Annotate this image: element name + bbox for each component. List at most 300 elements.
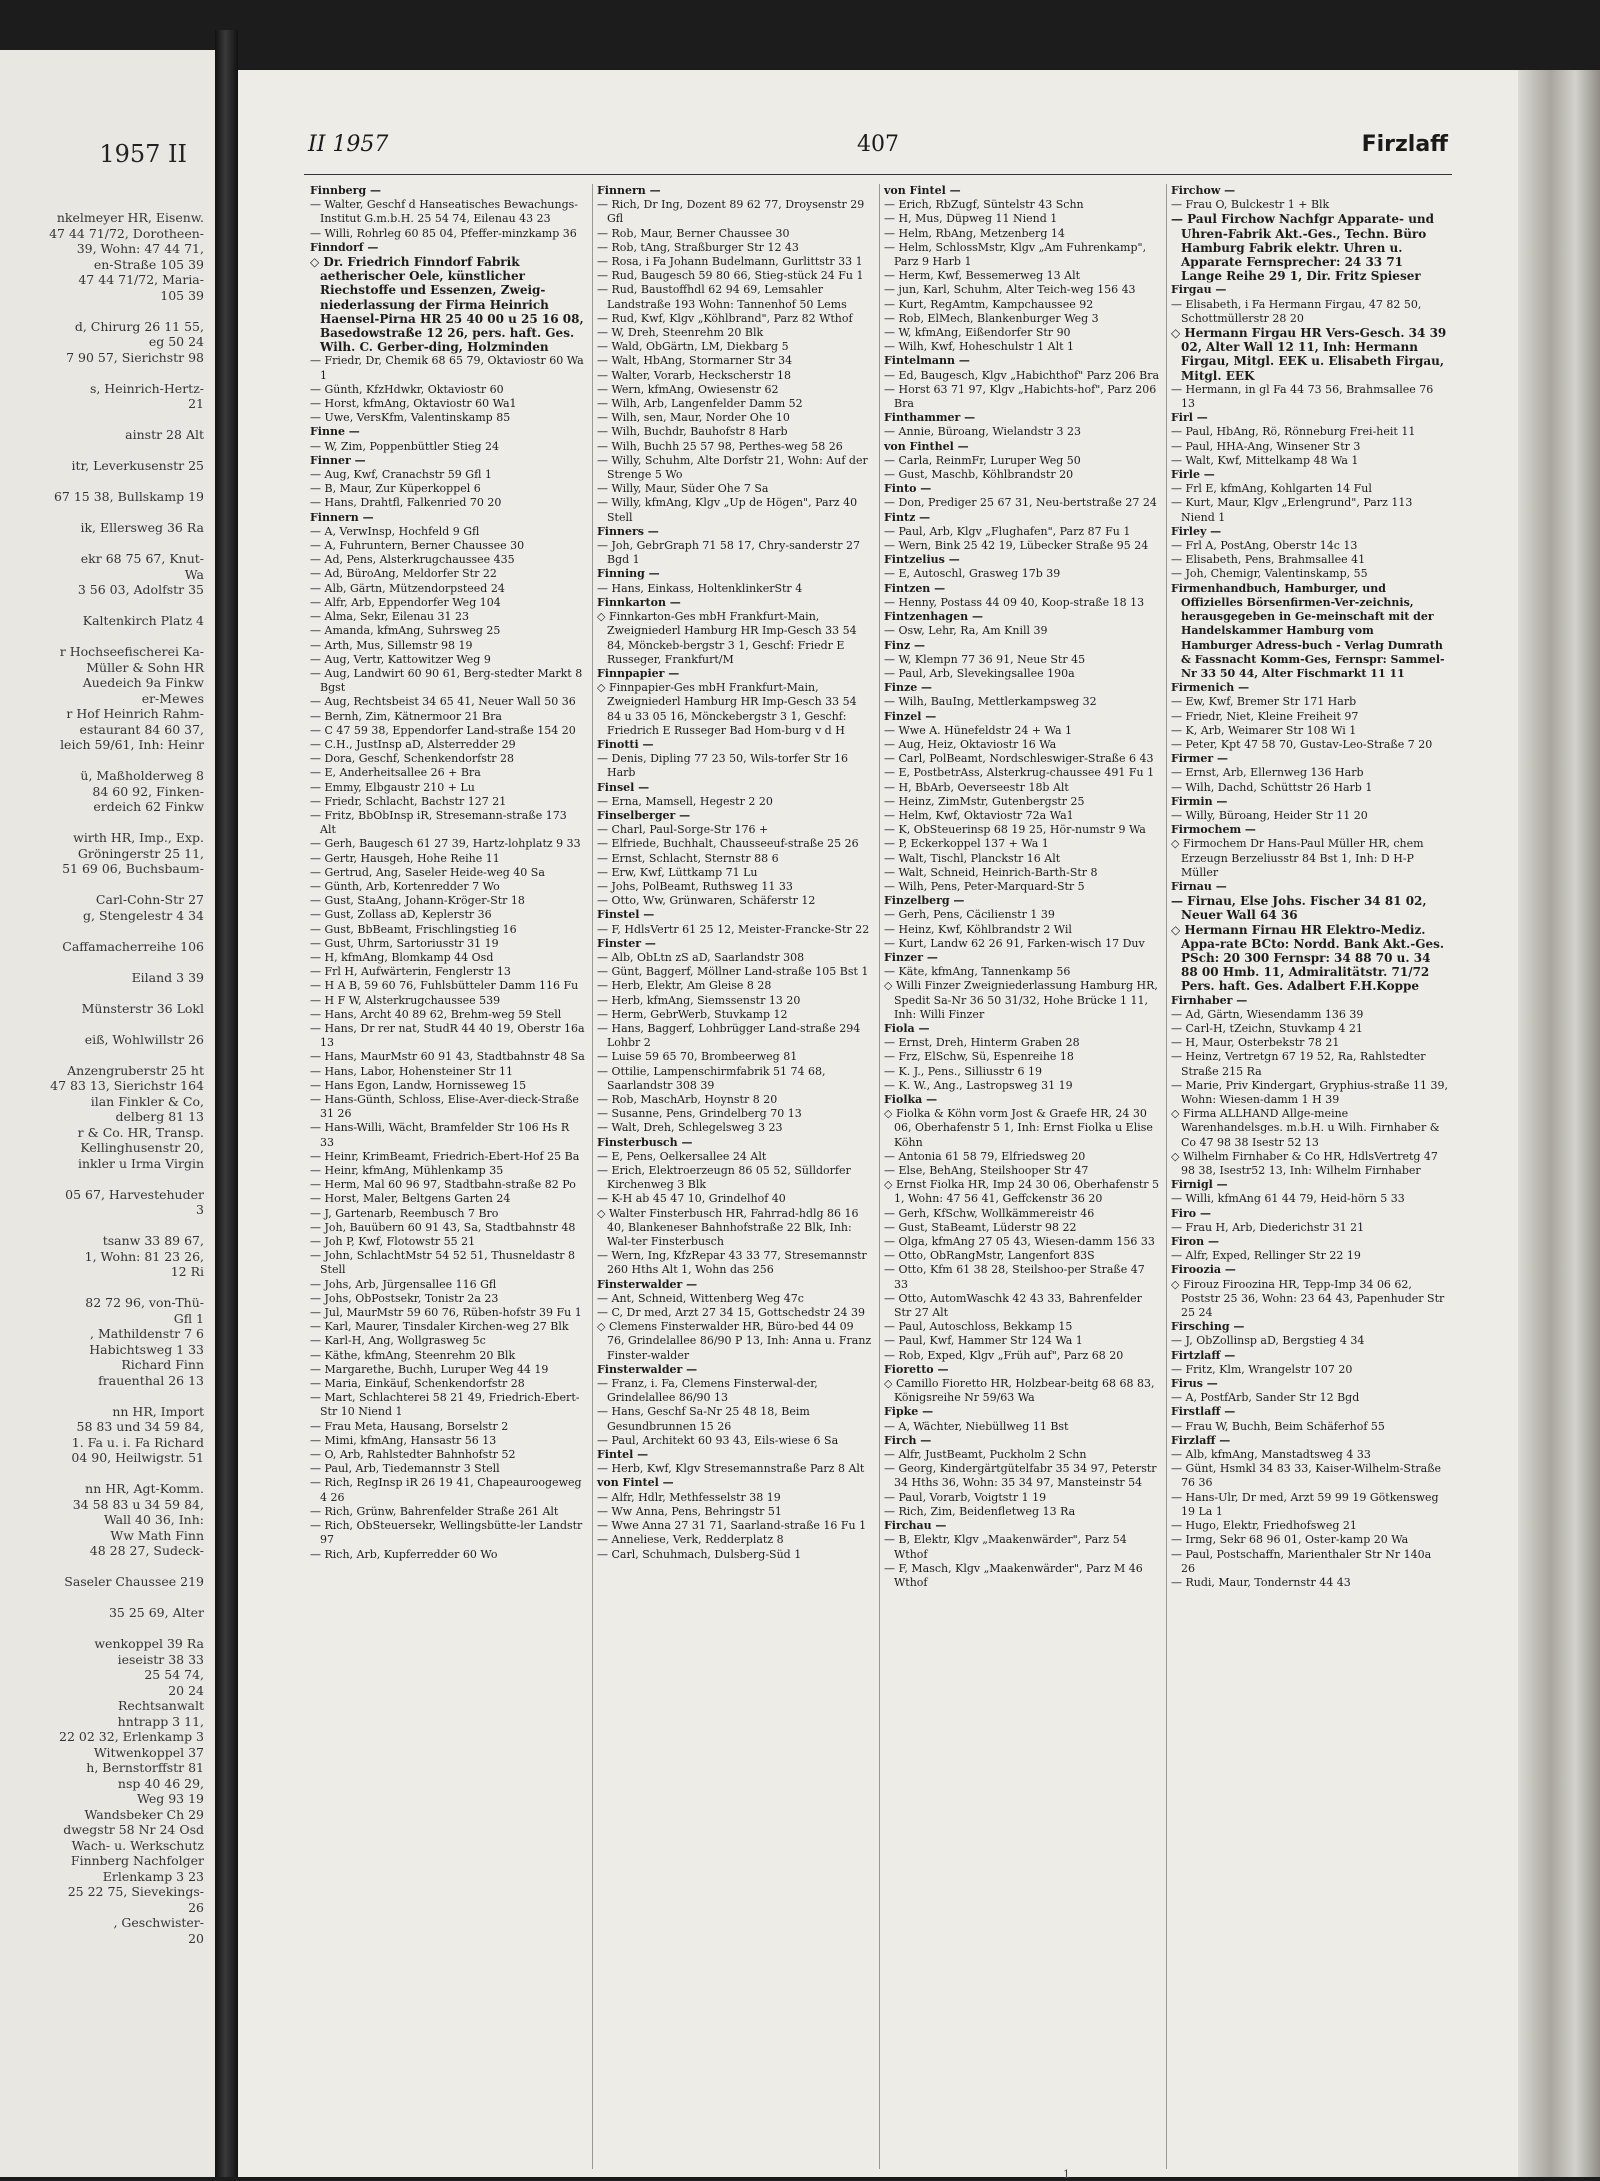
left-page-line: 7 90 57, Sierichstr 98 — [66, 349, 204, 365]
directory-entry: — Else, BehAng, Steilshooper Str 47 — [884, 1164, 1089, 1178]
directory-entry: — Rob, ElMech, Blankenburger Weg 3 — [884, 311, 1099, 325]
directory-entry: — Johs, ObPostsekr, Tonistr 2a 23 — [310, 1291, 499, 1305]
left-page-line: ik, Ellersweg 36 Ra — [80, 520, 204, 535]
directory-entry: — Amanda, kfmAng, Suhrsweg 25 — [310, 624, 501, 638]
left-page-line: Witwenkoppel 37 — [93, 1744, 204, 1760]
directory-entry: — Rob, Exped, Klgv „Früh auf", Parz 68 20 — [884, 1348, 1124, 1362]
directory-entry: — Walter, Vorarb, Heckscherstr 18 — [597, 368, 791, 382]
directory-entry: ◇ Hermann Firgau HR Vers-Gesch. 34 39 02, Alter Wall 12 11, Inh: Hermann Firgau, Mitgl. EEK u. Elisabeth Firgau, Mitgl. EEK — [1171, 326, 1447, 383]
directory-entry: — Charl, Paul-Sorge-Str 176 + — [597, 823, 769, 837]
directory-entry: — C 47 59 38, Eppendorfer Land-straße 154 20 — [310, 723, 576, 737]
left-page-line: 58 83 und 34 59 84, — [76, 1419, 204, 1434]
left-page-line — [0, 1218, 210, 1234]
directory-entry: — O, Arb, Rahlstedter Bahnhofstr 52 — [310, 1448, 516, 1462]
left-page-line: 04 90, Heilwigstr. 51 — [71, 1450, 204, 1465]
directory-entry: — Hans Egon, Landw, Hornisseweg 15 — [310, 1078, 527, 1092]
left-page-line: ilan Finkler & Co, — [90, 1093, 204, 1109]
directory-entry: — E, Anderheitsallee 26 + Bra — [310, 766, 481, 780]
surname-heading: Finselberger — — [597, 808, 691, 822]
directory-entry: — Alfr, Exped, Rellinger Str 22 19 — [1171, 1249, 1361, 1263]
left-page-line: s, Heinrich-Hertz- — [89, 380, 204, 396]
directory-entry: — Walt, Dreh, Schlegelsweg 3 23 — [597, 1121, 783, 1135]
directory-entry: ◇ Camillo Fioretto HR, Holzbear-beitg 68 68 83, Königsreihe Nr 59/63 Wa — [884, 1377, 1155, 1405]
directory-entry: — Günt, Baggerf, Möllner Land-straße 105 Bst 1 — [597, 965, 869, 979]
directory-entry: — Willy, Schuhm, Alte Dorfstr 21, Wohn: Auf der Strenge 5 Wo — [597, 453, 868, 482]
directory-entry: — Rich, Grünw, Bahrenfelder Straße 261 Alt — [310, 1504, 559, 1518]
directory-entry: — Frl H, Aufwärterin, Fenglerstr 13 — [310, 965, 511, 979]
directory-entry: — Hans, Dr rer nat, StudR 44 40 19, Oberstr 16a 13 — [310, 1021, 585, 1050]
directory-entry: — Walter, Geschf d Hanseatisches Bewachungs-Institut G.m.b.H. 25 54 74, Eilenau 43 23 — [310, 198, 579, 226]
directory-entry: — Gust, Uhrm, Sartoriusstr 31 19 — [310, 936, 499, 950]
directory-entry: — W, Zim, Poppenbüttler Stieg 24 — [310, 439, 499, 453]
left-page-line — [0, 954, 210, 970]
directory-entry: — Frl E, kfmAng, Kohlgarten 14 Ful — [1171, 482, 1372, 496]
directory-entry: — Jul, MaurMstr 59 60 76, Rüben-hofstr 39 Fu 1 — [310, 1306, 582, 1320]
directory-entry: — Erich, RbZugf, Süntelstr 43 Schn — [884, 198, 1084, 212]
left-page-line: r & Co. HR, Transp. — [77, 1124, 204, 1140]
directory-entry: — Alma, Sekr, Eilenau 31 23 — [310, 610, 469, 624]
surname-heading: von Finthel — — [884, 439, 969, 453]
directory-entry: — Käte, kfmAng, Tannenkamp 56 — [884, 965, 1071, 979]
directory-entry: — Friedr, Schlacht, Bachstr 127 21 — [310, 794, 507, 808]
left-page-line: Münsterstr 36 Lokl — [81, 1000, 204, 1016]
surname-heading: Firgau — — [1171, 283, 1227, 297]
directory-entry: — Paul, Arb, Tiedemannstr 3 Stell — [310, 1462, 500, 1476]
surname-heading: Finsterbusch — — [597, 1135, 693, 1149]
surname-heading: Fintzenhagen — — [884, 610, 983, 624]
directory-entry: — Gertr, Hausgeh, Hohe Reihe 11 — [310, 851, 500, 865]
directory-entry: — Herm, GebrWerb, Stuvkamp 12 — [597, 1007, 788, 1021]
left-page-line — [0, 1466, 210, 1482]
directory-entry: — C, Dr med, Arzt 27 34 15, Gottschedstr 24 39 — [597, 1306, 865, 1320]
surname-heading: Finnern — — [310, 510, 374, 524]
directory-entry: — Wilh, Buchdr, Bauhofstr 8 Harb — [597, 425, 788, 439]
directory-entry: — Frz, ElSchw, Sü, Espenreihe 18 — [884, 1050, 1074, 1064]
surname-heading: Firchow — — [1171, 184, 1236, 197]
directory-entry: — Antonia 61 58 79, Elfriedsweg 20 — [884, 1149, 1086, 1163]
surname-heading: Finsel — — [597, 780, 650, 794]
directory-entry: ◇ Firmochem Dr Hans-Paul Müller HR, chem Erzeugn Berzeliusstr 84 Bst 1, Inh: D H-P Müller — [1171, 837, 1424, 879]
directory-entry: — Erw, Kwf, Lüttkamp 71 Lu — [597, 865, 758, 879]
surname-heading: Finnpapier — — [597, 666, 680, 680]
left-page-line: Caffamacherreihe 106 — [62, 938, 204, 954]
directory-entry: — jun, Karl, Schuhm, Alter Teich-weg 156 43 — [884, 283, 1136, 297]
left-page-line: 84 60 92, Finken- — [92, 783, 204, 799]
left-page-line: ainstr 28 Alt — [125, 427, 204, 442]
directory-column — [1167, 184, 1454, 2169]
directory-entry: — Ed, Baugesch, Klgv „Habichthof" Parz 206 Bra — [884, 368, 1160, 382]
directory-entry: ◇ Firma ALLHAND Allge-meine Warenhandelsges. m.b.H. u Wilh. Firnhaber & Co 47 98 38 Isestr 52 13 — [1171, 1107, 1440, 1149]
directory-entry: — Alfr, JustBeamt, Puckholm 2 Schn — [884, 1448, 1087, 1462]
directory-entry: — Elisabeth, Pens, Brahmsallee 41 — [1171, 553, 1366, 567]
left-page-line — [0, 1047, 210, 1063]
directory-entry: — Wilh, Arb, Langenfelder Damm 52 — [597, 397, 803, 411]
directory-entry: — Frau H, Arb, Diederichstr 31 21 — [1171, 1220, 1365, 1234]
left-page-line: h, Bernstorffstr 81 — [86, 1760, 204, 1775]
directory-entry: — Georg, Kindergärtgütelfabr 35 34 97, Peterstr 34 Hths 36, Wohn: 35 34 97, Mansteinstr 54 — [884, 1462, 1157, 1490]
header-rule — [304, 174, 1452, 175]
left-page-line: , Mathildenstr 7 6 — [90, 1326, 204, 1341]
directory-entry: — Carl-H, tZeichn, Stuvkamp 4 21 — [1171, 1021, 1363, 1035]
directory-entry: — Wilh, BauIng, Mettlerkampsweg 32 — [884, 695, 1097, 709]
surname-heading: Finsterwalder — — [597, 1362, 698, 1376]
left-page-line: 21 — [188, 396, 204, 411]
left-page-line: Gröningerstr 25 11, — [77, 845, 204, 861]
left-page-line: Kaltenkirch Platz 4 — [82, 613, 204, 628]
directory-entry: — Ernst, Dreh, Hinterm Graben 28 — [884, 1036, 1080, 1050]
directory-entry: — Ww Anna, Pens, Behringstr 51 — [597, 1504, 782, 1518]
directory-entry: — Carl, Schuhmach, Dulsberg-Süd 1 — [597, 1547, 802, 1561]
left-page-line: Habichtsweg 1 33 — [89, 1341, 204, 1357]
left-page-line: Rechtsanwalt — [118, 1698, 204, 1713]
directory-entry: — Willy, Maur, Süder Ohe 7 Sa — [597, 482, 769, 496]
directory-entry: — Paul, Autoschloss, Bekkamp 15 — [884, 1320, 1073, 1334]
surname-heading: Fipke — — [884, 1405, 934, 1419]
left-page-line: frauenthal 26 13 — [98, 1372, 204, 1388]
directory-entry: — Rich, Arb, Kupferredder 60 Wo — [310, 1547, 498, 1561]
directory-entry: — A, PostfArb, Sander Str 12 Bgd — [1171, 1391, 1360, 1405]
directory-entry: — Fritz, BbObInsp iR, Stresemann-straße 173 Alt — [310, 808, 567, 837]
left-page-line: wenkoppel 39 Ra — [94, 1636, 204, 1651]
directory-entry: — Rud, Kwf, Klgv „Köhlbrand", Parz 82 Wthof — [597, 311, 853, 325]
directory-entry: — Joh P, Kwf, Flotowstr 55 21 — [310, 1235, 476, 1249]
left-page-line — [0, 365, 210, 381]
directory-entry: — Paul, Kwf, Hammer Str 124 Wa 1 — [884, 1334, 1083, 1348]
directory-entry: — Alb, ObLtn zS aD, Saarlandstr 308 — [597, 950, 805, 964]
left-page-line — [0, 536, 210, 552]
surname-heading: Firnau — — [1171, 879, 1227, 893]
directory-entry: — Frau W, Buchh, Beim Schäferhof 55 — [1171, 1419, 1385, 1433]
left-page-line — [0, 1621, 210, 1637]
directory-entry: — F, HdlsVertr 61 25 12, Meister-Francke-Str 22 — [597, 922, 870, 936]
directory-entry: — Dora, Geschf, Schenkendorfstr 28 — [310, 752, 515, 766]
directory-entry: — Heinz, Kwf, Köhlbrandstr 2 Wil — [884, 922, 1072, 936]
directory-entry: — Paul, Postschaffn, Marienthaler Str Nr 140a 26 — [1171, 1547, 1432, 1575]
directory-entry: — J, Gartenarb, Reembusch 7 Bro — [310, 1206, 499, 1220]
directory-entry: — Don, Prediger 25 67 31, Neu-bertstraße 27 24 — [884, 496, 1157, 510]
directory-entry: — Rob, tAng, Straßburger Str 12 43 — [597, 240, 799, 254]
surname-heading: Firus — — [1171, 1377, 1218, 1391]
surname-heading: Firstlaff — — [1171, 1405, 1236, 1419]
left-page-line — [0, 303, 210, 319]
directory-entry: — Kurt, Landw 62 26 91, Farken-wisch 17 Duv — [884, 936, 1145, 950]
surname-heading: Fioretto — — [884, 1362, 949, 1376]
directory-entry: — Erich, Elektroerzeugn 86 05 52, Sülldorfer Kirchenweg 3 Blk — [597, 1164, 851, 1192]
directory-entry: — E, Autoschl, Grasweg 17b 39 — [884, 567, 1061, 581]
directory-entry: — Gust, Maschb, Köhlbrandstr 20 — [884, 468, 1074, 482]
directory-entry: — Uwe, VersKfm, Valentinskamp 85 — [310, 411, 511, 425]
left-page-line: Kellinghusenstr 20, — [80, 1140, 204, 1155]
left-page-line: 105 39 — [160, 287, 204, 303]
left-page-line: g, Stengelestr 4 34 — [83, 907, 204, 923]
surname-heading: Firle — — [1171, 468, 1215, 482]
directory-entry: — Paul, Architekt 60 93 43, Eils-wiese 6 Sa — [597, 1433, 839, 1447]
left-page-line: eiß, Wohlwillstr 26 — [84, 1031, 204, 1047]
surname-heading: Finzer — — [884, 950, 938, 964]
directory-entry: — Helm, RbAng, Metzenberg 14 — [884, 226, 1065, 240]
left-page-line: nn HR, Import — [112, 1403, 204, 1419]
directory-entry: — Heinz, Vertretgn 67 19 52, Ra, Rahlstedter Straße 215 Ra — [1171, 1050, 1426, 1078]
left-page-line: Auedeich 9a Finkw — [82, 675, 204, 690]
left-page-line: Wach- u. Werkschutz — [71, 1837, 204, 1853]
directory-entry: — Hans, MaurMstr 60 91 43, Stadtbahnstr 48 Sa — [310, 1050, 585, 1064]
surname-heading: Firchau — — [884, 1519, 947, 1533]
left-page-line: 47 44 71/72, Maria- — [78, 272, 204, 287]
directory-entry: — Bernh, Zim, Kätnermoor 21 Bra — [310, 709, 502, 723]
directory-entry: — Olga, kfmAng 27 05 43, Wiesen-damm 156 33 — [884, 1235, 1155, 1249]
directory-entry: — Helm, SchlossMstr, Klgv „Am Fuhrenkamp", Parz 9 Harb 1 — [884, 240, 1147, 269]
directory-entry: — Karl, Maurer, Tinsdaler Kirchen-weg 27 Blk — [310, 1320, 569, 1334]
surname-heading: von Fintel — — [597, 1476, 674, 1490]
surname-heading: Finnberg — — [310, 184, 381, 197]
directory-entry: — Hans, Drahtfl, Falkenried 70 20 — [310, 496, 502, 510]
left-page-line: 67 15 38, Bullskamp 19 — [53, 489, 204, 504]
directory-entry: — Ad, Pens, Alsterkrugchaussee 435 — [310, 553, 515, 567]
directory-entry: — Ew, Kwf, Bremer Str 171 Harb — [1171, 695, 1357, 709]
left-page-line: Gfl 1 — [173, 1310, 204, 1326]
surname-heading: Finster — — [597, 936, 656, 950]
left-page-line: 26 — [188, 1899, 204, 1915]
left-page-line: tsanw 33 89 67, — [102, 1233, 204, 1248]
directory-entry: — Rich, Dr Ing, Dozent 89 62 77, Droysenstr 29 Gfl — [597, 198, 865, 226]
directory-entry: — Alfr, Arb, Eppendorfer Weg 104 — [310, 595, 501, 609]
directory-entry: — Günth, KfzHdwkr, Oktaviostr 60 — [310, 382, 504, 396]
footnote-mark: 1 — [1063, 2168, 1070, 2181]
directory-entry: — Rob, Maur, Berner Chaussee 30 — [597, 226, 790, 240]
left-page-line: er-Mewes — [141, 690, 204, 706]
left-page-line: Carl-Cohn-Str 27 — [95, 892, 204, 907]
directory-entry: — Paul, Arb, Slevekingsallee 190a — [884, 666, 1075, 680]
directory-entry: — Margarethe, Buchh, Luruper Weg 44 19 — [310, 1362, 549, 1376]
left-page-line: Erlenkamp 3 23 — [102, 1868, 204, 1884]
directory-entry: — Aug, Rechtsbeist 34 65 41, Neuer Wall 50 36 — [310, 695, 576, 709]
left-page-line: ieseistr 38 33 — [117, 1651, 204, 1667]
directory-entry: — Rud, Baustoffhdl 62 94 69, Lemsahler Landstraße 193 Wohn: Tannenhof 50 Lems — [597, 283, 847, 311]
surname-heading: Firl — — [1171, 411, 1208, 425]
surname-heading: Firoozia — — [1171, 1263, 1236, 1277]
directory-entry: — Alb, Gärtn, Mützendorpsteed 24 — [310, 581, 505, 595]
directory-entry: — Wilh, Dachd, Schüttstr 26 Harb 1 — [1171, 780, 1373, 794]
directory-entry: — Heinr, kfmAng, Mühlenkamp 35 — [310, 1164, 504, 1178]
book-gutter — [215, 30, 238, 2177]
directory-entry: — Alfr, Hdlr, Methfesselstr 38 19 — [597, 1490, 781, 1504]
directory-entry: — Wwe Anna 27 31 71, Saarland-straße 16 Fu 1 — [597, 1519, 867, 1533]
directory-entry: — Rich, ObSteuersekr, Wellingsbütte-ler Landstr 97 — [310, 1519, 583, 1547]
directory-entry: — Wern, Ing, KfzRepar 43 33 77, Stresemannstr 260 Hths Alt 1, Wohn das 256 — [597, 1249, 867, 1277]
surname-heading: Firon — — [1171, 1235, 1219, 1249]
directory-entry: ◇ Finnpapier-Ges mbH Frankfurt-Main, Zweigniederl Hamburg HR Imp-Gesch 33 54 84 u 33 05 16, Mönckebergstr 3 1, Geschf: Friedrich E Russeger Bad Hom-burg v d H — [597, 681, 857, 737]
directory-entry: ◇ Willi Finzer Zweigniederlassung Hamburg HR, Spedit Sa-Nr 36 50 31/32, Hohe Brücke 1 11, Inh: Willi Finzer — [884, 979, 1158, 1021]
left-page-line: Finnberg Nachfolger — [70, 1853, 204, 1868]
directory-entry: — Rob, MaschArb, Hoynstr 8 20 — [597, 1093, 778, 1106]
directory-entry: — John, SchlachtMstr 54 52 51, Thusneldastr 8 Stell — [310, 1249, 575, 1277]
directory-entry: — K, Arb, Weimarer Str 108 Wi 1 — [1171, 723, 1357, 737]
directory-entry: — Gust, BbBeamt, Frischlingstieg 16 — [310, 922, 517, 936]
surname-heading: Finning — — [597, 567, 660, 581]
surname-heading: Finner — — [310, 453, 366, 467]
directory-entry: — Herm, Mal 60 96 97, Stadtbahn-straße 82 Po — [310, 1178, 576, 1192]
directory-entry: — Helm, Kwf, Oktaviostr 72a Wa1 — [884, 808, 1074, 822]
surname-heading: Finne — — [310, 425, 360, 439]
left-page — [0, 50, 215, 2177]
left-page-line: estaurant 84 60 37, — [79, 721, 204, 737]
directory-entry: — Hans, Geschf Sa-Nr 25 48 18, Beim Gesundbrunnen 15 26 — [597, 1405, 810, 1433]
directory-entry: — Willy, Büroang, Heider Str 11 20 — [1171, 808, 1368, 822]
directory-entry: — Irmg, Sekr 68 96 01, Oster-kamp 20 Wa — [1171, 1533, 1409, 1547]
directory-entry: — Herb, Kwf, Klgv Stresemannstraße Parz 8 Alt — [597, 1462, 865, 1476]
left-page-line: 22 02 32, Erlenkamp 3 — [59, 1729, 204, 1744]
directory-entry: — Otto, Kfm 61 38 28, Steilshoo-per Straße 47 33 — [884, 1263, 1145, 1291]
directory-entry: — C.H., JustInsp aD, Alsterredder 29 — [310, 737, 516, 751]
directory-entry: — Kurt, RegAmtm, Kampchaussee 92 — [884, 297, 1094, 311]
left-page-line: leich 59/61, Inh: Heinr — [60, 737, 204, 752]
directory-entry: — Hans-Willi, Wächt, Bramfelder Str 106 Hs R 33 — [310, 1121, 570, 1149]
directory-entry: — Rosa, i Fa Johann Budelmann, Gurlittstr 33 1 — [597, 255, 863, 269]
left-page-line — [0, 877, 210, 893]
surname-heading: Firmer — — [1171, 752, 1229, 766]
surname-heading: Firch — — [884, 1433, 932, 1447]
directory-entry: — Gust, StaAng, Johann-Kröger-Str 18 — [310, 894, 525, 908]
directory-entry: — Kurt, Maur, Klgv „Erlengrund", Parz 113 Niend 1 — [1171, 496, 1413, 524]
surname-heading: Firley — — [1171, 524, 1222, 538]
directory-entry: — J, ObZollinsp aD, Bergstieg 4 34 — [1171, 1334, 1365, 1348]
left-page-line: d, Chirurg 26 11 55, — [74, 318, 204, 334]
left-page-line — [0, 753, 210, 769]
directory-entry: — Henny, Postass 44 09 40, Koop-straße 18 13 — [884, 595, 1145, 609]
directory-entry: — E, Pens, Oelkersallee 24 Alt — [597, 1149, 767, 1163]
surname-heading: Fintelmann — — [884, 354, 970, 368]
directory-entry: — Günth, Arb, Kortenredder 7 Wo — [310, 879, 500, 893]
left-page-line — [0, 815, 210, 831]
left-page-line: 3 56 03, Adolfstr 35 — [77, 582, 204, 597]
left-page-line: Wa — [184, 566, 204, 582]
directory-entry: — Hans-Günth, Schloss, Elise-Aver-dieck-Straße 31 26 — [310, 1093, 579, 1121]
directory-entry: — Alb, kfmAng, Manstadtsweg 4 33 — [1171, 1448, 1371, 1462]
directory-entry: ◇ Firouz Firoozina HR, Tepp-Imp 34 06 62, Poststr 25 36, Wohn: 23 64 43, Papenhuder Str 25 24 — [1171, 1277, 1445, 1320]
directory-entry: — A, VerwInsp, Hochfeld 9 Gfl — [310, 524, 480, 538]
left-page-line: Wall 40 36, Inh: — [103, 1512, 204, 1527]
directory-entry: — Wald, ObGärtn, LM, Diekbarg 5 — [597, 340, 789, 354]
directory-entry: — H, Maur, Osterbekstr 78 21 — [1171, 1036, 1340, 1050]
left-page-line: 1, Wohn: 81 23 26, — [84, 1248, 204, 1264]
left-page-line: Anzengruberstr 25 ht — [67, 1062, 204, 1078]
surname-heading: Firmenich — — [1171, 681, 1250, 695]
directory-entry: — Paul, Arb, Klgv „Flughafen", Parz 87 Fu 1 — [884, 524, 1131, 538]
directory-entry: — Rich, RegInsp iR 26 19 41, Chapeauroogeweg 4 26 — [310, 1476, 582, 1504]
directory-entry: ◇ Walter Finsterbusch HR, Fahrrad-hdlg 86 16 40, Blankeneser Bahnhofstraße 22 Blk, Inh: Wal-ter Finsterbusch — [597, 1206, 859, 1249]
left-page-line — [0, 412, 210, 428]
directory-entry: — K. W., Ang., Lastropsweg 31 19 — [884, 1078, 1073, 1092]
directory-entry: — A, Fuhruntern, Berner Chaussee 30 — [310, 539, 525, 553]
directory-entry: — H, kfmAng, Blomkamp 44 Osd — [310, 950, 494, 964]
directory-entry: — Walt, Kwf, Mittelkamp 48 Wa 1 — [1171, 453, 1359, 467]
directory-entry: — Otto, ObRangMstr, Langenfort 83S — [884, 1249, 1095, 1263]
directory-entry: — Wwe A. Hünefeldstr 24 + Wa 1 — [884, 723, 1073, 737]
left-page-line: 51 69 06, Buchsbaum- — [62, 861, 204, 876]
left-page-line — [0, 985, 210, 1001]
left-page-line: itr, Leverkusenstr 25 — [71, 458, 204, 473]
surname-heading: Firmin — — [1171, 794, 1228, 808]
directory-entry: — Horst, kfmAng, Oktaviostr 60 Wa1 — [310, 397, 517, 411]
surname-heading: Fintzen — — [884, 581, 946, 595]
left-page-line — [0, 1171, 210, 1187]
left-page-line: hntrapp 3 11, — [117, 1713, 204, 1729]
directory-entry: — Walt, HbAng, Stormarner Str 34 — [597, 354, 793, 368]
left-page-line: Wandsbeker Ch 29 — [84, 1806, 204, 1822]
directory-entry: — Karl-H, Ang, Wollgrasweg 5c — [310, 1334, 486, 1348]
directory-entry: — K-H ab 45 47 10, Grindelhof 40 — [597, 1192, 786, 1206]
surname-heading: Finthammer — — [884, 411, 976, 425]
left-page-line: Saseler Chaussee 219 — [64, 1574, 204, 1589]
directory-entry: — Wern, Bink 25 42 19, Lübecker Straße 95 24 — [884, 539, 1149, 553]
left-page-line: 39, Wohn: 47 44 71, — [76, 241, 204, 256]
left-page-line: 47 44 71/72, Dorotheen- — [49, 225, 204, 241]
directory-entry: — Horst 63 71 97, Klgv „Habichts-hof", Parz 206 Bra — [884, 382, 1157, 411]
directory-entry: ◇ Dr. Friedrich Finndorf Fabrik aetherischer Oele, künstlicher Riechstoffe und Essenzen, Zweig-niederlassung der Firma Heinrich Haensel-Pirna HR 25 40 00 u 25 16 08, Basedowstraße 12 26, pers. haft. Ges. Wilh. C. Gerber-ding, Holzminden — [310, 255, 584, 355]
directory-entry: — Gerh, Baugesch 61 27 39, Hartz-lohplatz 9 33 — [310, 837, 581, 851]
directory-entry: — Aug, Landwirt 60 90 61, Berg-stedter Markt 8 Bgst — [310, 666, 583, 695]
directory-entry: ◇ Hermann Firnau HR Elektro-Mediz. Appa-rate BCto: Nordd. Bank Akt.-Ges. PSch: 20 300 Fernspr: 34 88 70 u. 34 88 00 Hmb. 11, Admiralitätstr. 71/72 Pers. haft. Ges. Adalbert F.H.Koppe — [1171, 922, 1445, 994]
directory-entry: — Käthe, kfmAng, Steenrehm 20 Blk — [310, 1348, 516, 1362]
left-page-line: nkelmeyer HR, Eisenw. — [56, 210, 204, 225]
directory-entry: — Walt, Schneid, Heinrich-Barth-Str 8 — [884, 865, 1098, 879]
left-page-line: nn HR, Agt-Komm. — [85, 1481, 204, 1496]
left-page-line: 82 72 96, von-Thü- — [85, 1295, 204, 1310]
directory-entry: — Willi, kfmAng 61 44 79, Heid-hörn 5 33 — [1171, 1192, 1405, 1206]
directory-entry: Firmenhandbuch, Hamburger, und Offizielles Börsenfirmen-Ver-zeichnis, herausgegeben in Ge-meinschaft mit der Handelskammer Hamburg vom Hamburger Adress-buch - Verlag Dumrath & Fassnacht Komm-Ges, Fernspr: Sammel-Nr 33 50 44, Alter Fischmarkt 11 11 — [1171, 581, 1445, 680]
directory-entry: — Rud, Baugesch 59 80 66, Stieg-stück 24 Fu 1 — [597, 269, 864, 283]
left-page-line: erdeich 62 Finkw — [93, 799, 204, 814]
left-page-header: 1957 II — [99, 140, 187, 168]
directory-entry: — Emmy, Elbgaustr 210 + Lu — [310, 780, 475, 794]
left-page-line: 25 54 74, — [144, 1667, 204, 1682]
left-page-line — [0, 598, 210, 614]
directory-entry: — Gerh, KfSchw, Wollkämmereistr 46 — [884, 1206, 1095, 1220]
directory-entry: — Rudi, Maur, Tondernstr 44 43 — [1171, 1575, 1351, 1589]
directory-entry: — Hugo, Elektr, Friedhofsweg 21 — [1171, 1519, 1357, 1533]
directory-entry: — Firnau, Else Johs. Fischer 34 81 02, Neuer Wall 64 36 — [1171, 894, 1427, 923]
left-page-line: en-Straße 105 39 — [93, 256, 204, 272]
directory-entry: — Gertrud, Ang, Saseler Heide-weg 40 Sa — [310, 865, 545, 879]
directory-entry: — Mart, Schlachterei 58 21 49, Friedrich-Ebert-Str 10 Niend 1 — [310, 1391, 580, 1419]
surname-heading: Finnkarton — — [597, 595, 681, 609]
directory-entry: — Wilh, Pens, Peter-Marquard-Str 5 — [884, 879, 1085, 893]
left-page-line: wirth HR, Imp., Exp. — [73, 830, 204, 845]
page-header — [308, 132, 1448, 168]
left-page-line: Müller & Sohn HR — [86, 659, 204, 675]
directory-column — [880, 184, 1167, 2169]
left-page-line: 47 83 13, Sierichstr 164 — [50, 1078, 204, 1093]
surname-heading: Firnigl — — [1171, 1178, 1228, 1192]
left-page-line — [0, 923, 210, 939]
surname-heading: Fintz — — [884, 510, 931, 524]
directory-entry: — K, ObSteuerinsp 68 19 25, Hör-numstr 9 Wa — [884, 823, 1146, 837]
left-page-line: Ww Math Finn — [110, 1527, 204, 1543]
directory-entry: — Wilh, Buchh 25 57 98, Perthes-weg 58 26 — [597, 439, 843, 453]
surname-heading: Fiola — — [884, 1021, 930, 1035]
surname-heading: Finners — — [597, 524, 659, 538]
left-page-line: 34 58 83 u 34 59 84, — [72, 1496, 204, 1512]
left-page-line: delberg 81 13 — [115, 1109, 204, 1124]
left-page-line: dwegstr 58 Nr 24 Osd — [63, 1822, 204, 1837]
directory-entry: — Paul, Vorarb, Voigtstr 1 19 — [884, 1490, 1047, 1504]
left-page-line: 35 25 69, Alter — [108, 1605, 204, 1620]
directory-entry: — Ant, Schneid, Wittenberg Weg 47c — [597, 1291, 804, 1305]
directory-entry: — Franz, i. Fa, Clemens Finsterwal-der, Grindelallee 86/90 13 — [597, 1377, 818, 1405]
directory-entry: — Gust, Zollass aD, Keplerstr 36 — [310, 908, 492, 922]
header-running-title: Firzlaff — [1361, 132, 1448, 157]
directory-entry: ◇ Wilhelm Firnhaber & Co HR, HdlsVertretg 47 98 38, Isestr52 13, Inh: Wilhelm Firnhaber — [1171, 1149, 1438, 1178]
